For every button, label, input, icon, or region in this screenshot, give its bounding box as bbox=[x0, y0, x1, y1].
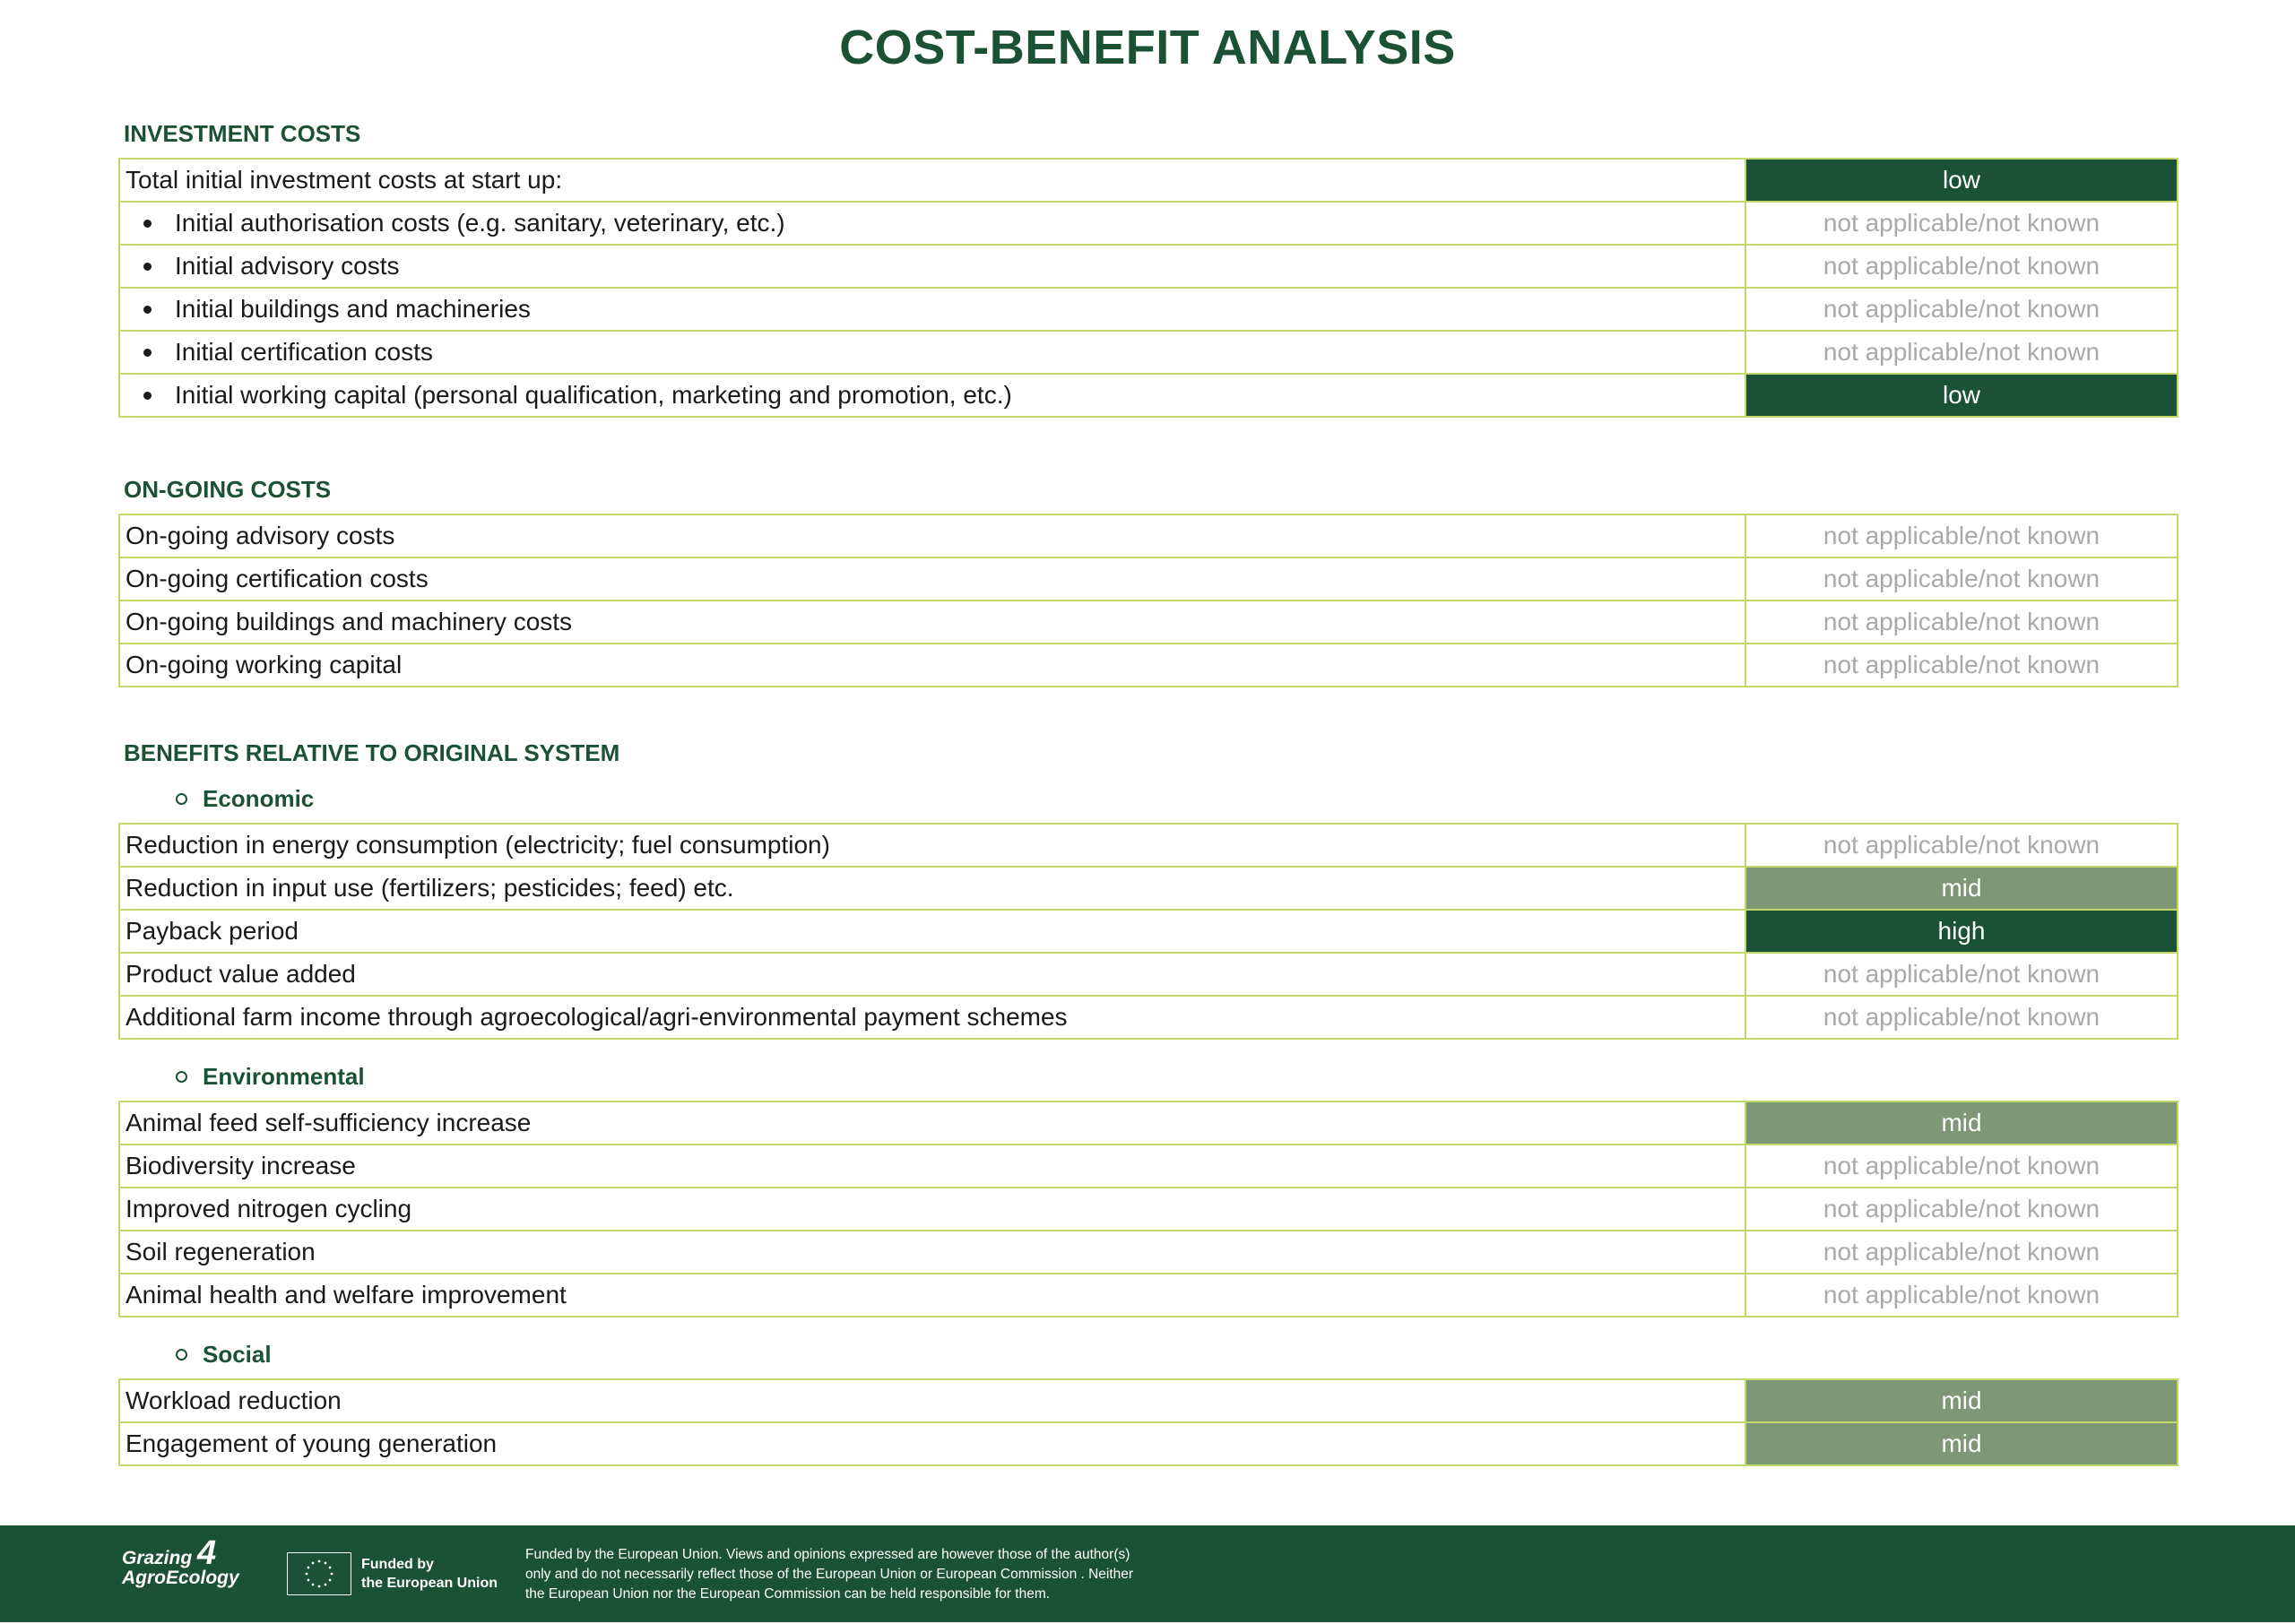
environmental-heading-label: Environmental bbox=[203, 1063, 365, 1090]
table-row bbox=[119, 824, 2178, 867]
row-label: On-going buildings and machinery costs bbox=[126, 608, 573, 635]
bullet-dot-icon bbox=[143, 220, 152, 228]
table-row bbox=[119, 202, 2178, 245]
row-label-cell bbox=[119, 1101, 1745, 1145]
table-row bbox=[119, 1274, 2178, 1317]
eu-line1: Funded by bbox=[361, 1557, 434, 1572]
table-row bbox=[119, 910, 2178, 953]
rating-cell: not applicable/not known bbox=[1745, 288, 2178, 331]
rating-cell: mid bbox=[1745, 1422, 2178, 1465]
row-label: Initial authorisation costs (e.g. sanitary, veterinary, etc.) bbox=[175, 209, 785, 237]
row-label: Engagement of young generation bbox=[126, 1430, 498, 1457]
bullet-dot-icon bbox=[143, 263, 152, 271]
environmental-table bbox=[118, 1101, 2178, 1317]
bullet-item bbox=[126, 252, 1745, 281]
benefits-heading: BENEFITS RELATIVE TO ORIGINAL SYSTEM bbox=[124, 739, 620, 766]
rating-cell: not applicable/not known bbox=[1745, 202, 2178, 245]
disclaimer-text bbox=[525, 1545, 1243, 1604]
rating-cell: mid bbox=[1745, 1101, 2178, 1145]
rating-cell: not applicable/not known bbox=[1745, 600, 2178, 644]
row-label-cell bbox=[119, 910, 1745, 953]
logo-line2: AgroEcology bbox=[122, 1568, 239, 1588]
row-label-cell bbox=[119, 288, 1745, 331]
eu-flag-icon bbox=[287, 1552, 351, 1595]
row-label: Initial certification costs bbox=[175, 338, 433, 366]
table-row bbox=[119, 996, 2178, 1039]
row-label-cell bbox=[119, 514, 1745, 557]
rating-cell: high bbox=[1745, 910, 2178, 953]
row-label-cell bbox=[119, 644, 1745, 687]
disclaimer-line: only and do not necessarily reflect those of the European Union or European Commission . Neither bbox=[525, 1567, 1134, 1582]
row-label-cell bbox=[119, 1145, 1745, 1188]
table-row bbox=[119, 1145, 2178, 1188]
circle-bullet-icon bbox=[176, 1349, 187, 1361]
bullet-dot-icon bbox=[143, 392, 152, 400]
bullet-item bbox=[126, 295, 1745, 324]
row-label: On-going certification costs bbox=[126, 565, 429, 592]
table-row bbox=[119, 953, 2178, 996]
table-row bbox=[119, 1422, 2178, 1465]
table-row bbox=[119, 1231, 2178, 1274]
row-label: Payback period bbox=[126, 917, 299, 945]
ongoing-table bbox=[118, 514, 2178, 687]
economic-heading bbox=[176, 785, 314, 813]
logo-line1: Grazing bbox=[122, 1548, 193, 1568]
row-label: Initial buildings and machineries bbox=[175, 295, 531, 323]
social-heading-label: Social bbox=[203, 1341, 272, 1368]
logo-number: 4 bbox=[197, 1534, 217, 1572]
economic-heading-label: Economic bbox=[203, 785, 315, 812]
row-label: Soil regeneration bbox=[126, 1238, 316, 1266]
rating-cell: not applicable/not known bbox=[1745, 1145, 2178, 1188]
row-label: Reduction in input use (fertilizers; pesticides; feed) etc. bbox=[126, 874, 734, 902]
table-row bbox=[119, 159, 2178, 202]
rating-cell: not applicable/not known bbox=[1745, 644, 2178, 687]
row-label: Additional farm income through agroecological/agri-environmental payment schemes bbox=[126, 1003, 1068, 1031]
eu-line2: the European Union bbox=[361, 1576, 498, 1591]
eu-funding-label bbox=[361, 1555, 498, 1593]
row-label-cell bbox=[119, 824, 1745, 867]
row-label-cell bbox=[119, 996, 1745, 1039]
rating-cell: not applicable/not known bbox=[1745, 514, 2178, 557]
row-label-cell bbox=[119, 1379, 1745, 1422]
rating-cell: not applicable/not known bbox=[1745, 1231, 2178, 1274]
rating-cell: not applicable/not known bbox=[1745, 1274, 2178, 1317]
rating-cell: low bbox=[1745, 159, 2178, 202]
bullet-dot-icon bbox=[143, 349, 152, 357]
row-label-cell bbox=[119, 1231, 1745, 1274]
rating-cell: not applicable/not known bbox=[1745, 331, 2178, 374]
row-label-cell bbox=[119, 202, 1745, 245]
row-label: Animal feed self-sufficiency increase bbox=[126, 1109, 532, 1136]
circle-bullet-icon bbox=[176, 793, 187, 805]
disclaimer-line: the European Union nor the European Commission can be held responsible for them. bbox=[525, 1586, 1051, 1602]
row-label-cell bbox=[119, 953, 1745, 996]
table-row bbox=[119, 600, 2178, 644]
economic-table bbox=[118, 823, 2178, 1040]
rating-cell: mid bbox=[1745, 1379, 2178, 1422]
row-label: Initial working capital (personal qualification, marketing and promotion, etc.) bbox=[175, 381, 1012, 409]
row-label-cell bbox=[119, 557, 1745, 600]
row-label: Total initial investment costs at start up: bbox=[126, 166, 563, 194]
row-label: Reduction in energy consumption (electricity; fuel consumption) bbox=[126, 831, 830, 859]
table-row bbox=[119, 644, 2178, 687]
investment-table bbox=[118, 158, 2178, 418]
row-label: Biodiversity increase bbox=[126, 1152, 356, 1179]
row-label: On-going advisory costs bbox=[126, 522, 395, 549]
rating-cell: not applicable/not known bbox=[1745, 1188, 2178, 1231]
table-row bbox=[119, 1188, 2178, 1231]
ongoing-heading: ON-GOING COSTS bbox=[124, 476, 332, 503]
environmental-heading bbox=[176, 1063, 365, 1091]
social-table bbox=[118, 1378, 2178, 1466]
circle-bullet-icon bbox=[176, 1071, 187, 1083]
table-row bbox=[119, 245, 2178, 288]
rating-cell: mid bbox=[1745, 867, 2178, 910]
table-row bbox=[119, 1379, 2178, 1422]
row-label-cell bbox=[119, 159, 1745, 202]
row-label: Animal health and welfare improvement bbox=[126, 1281, 567, 1309]
row-label: Workload reduction bbox=[126, 1386, 342, 1414]
bullet-item bbox=[126, 209, 1745, 238]
investment-heading: INVESTMENT COSTS bbox=[124, 120, 361, 147]
row-label: On-going working capital bbox=[126, 651, 403, 678]
page-title: COST-BENEFIT ANALYSIS bbox=[839, 21, 1456, 74]
table-row bbox=[119, 331, 2178, 374]
table-row bbox=[119, 867, 2178, 910]
row-label-cell bbox=[119, 374, 1745, 417]
rating-cell: low bbox=[1745, 374, 2178, 417]
row-label-cell bbox=[119, 1188, 1745, 1231]
row-label-cell bbox=[119, 331, 1745, 374]
row-label-cell bbox=[119, 1422, 1745, 1465]
bullet-item bbox=[126, 381, 1745, 410]
table-row bbox=[119, 374, 2178, 417]
rating-cell: not applicable/not known bbox=[1745, 824, 2178, 867]
social-heading bbox=[176, 1341, 272, 1369]
row-label-cell bbox=[119, 245, 1745, 288]
table-row bbox=[119, 514, 2178, 557]
bullet-item bbox=[126, 338, 1745, 367]
rating-cell: not applicable/not known bbox=[1745, 557, 2178, 600]
row-label: Improved nitrogen cycling bbox=[126, 1195, 412, 1222]
footer bbox=[0, 1525, 2295, 1622]
rating-cell: not applicable/not known bbox=[1745, 245, 2178, 288]
rating-cell: not applicable/not known bbox=[1745, 996, 2178, 1039]
row-label-cell bbox=[119, 600, 1745, 644]
row-label-cell bbox=[119, 867, 1745, 910]
rating-cell: not applicable/not known bbox=[1745, 953, 2178, 996]
row-label: Initial advisory costs bbox=[175, 252, 400, 280]
row-label: Product value added bbox=[126, 960, 356, 988]
grazing-agroecology-logo bbox=[122, 1534, 239, 1588]
disclaimer-line: Funded by the European Union. Views and opinions expressed are however those of the author(s) bbox=[525, 1547, 1130, 1562]
table-row bbox=[119, 1101, 2178, 1145]
bullet-dot-icon bbox=[143, 306, 152, 314]
table-row bbox=[119, 288, 2178, 331]
table-row bbox=[119, 557, 2178, 600]
row-label-cell bbox=[119, 1274, 1745, 1317]
